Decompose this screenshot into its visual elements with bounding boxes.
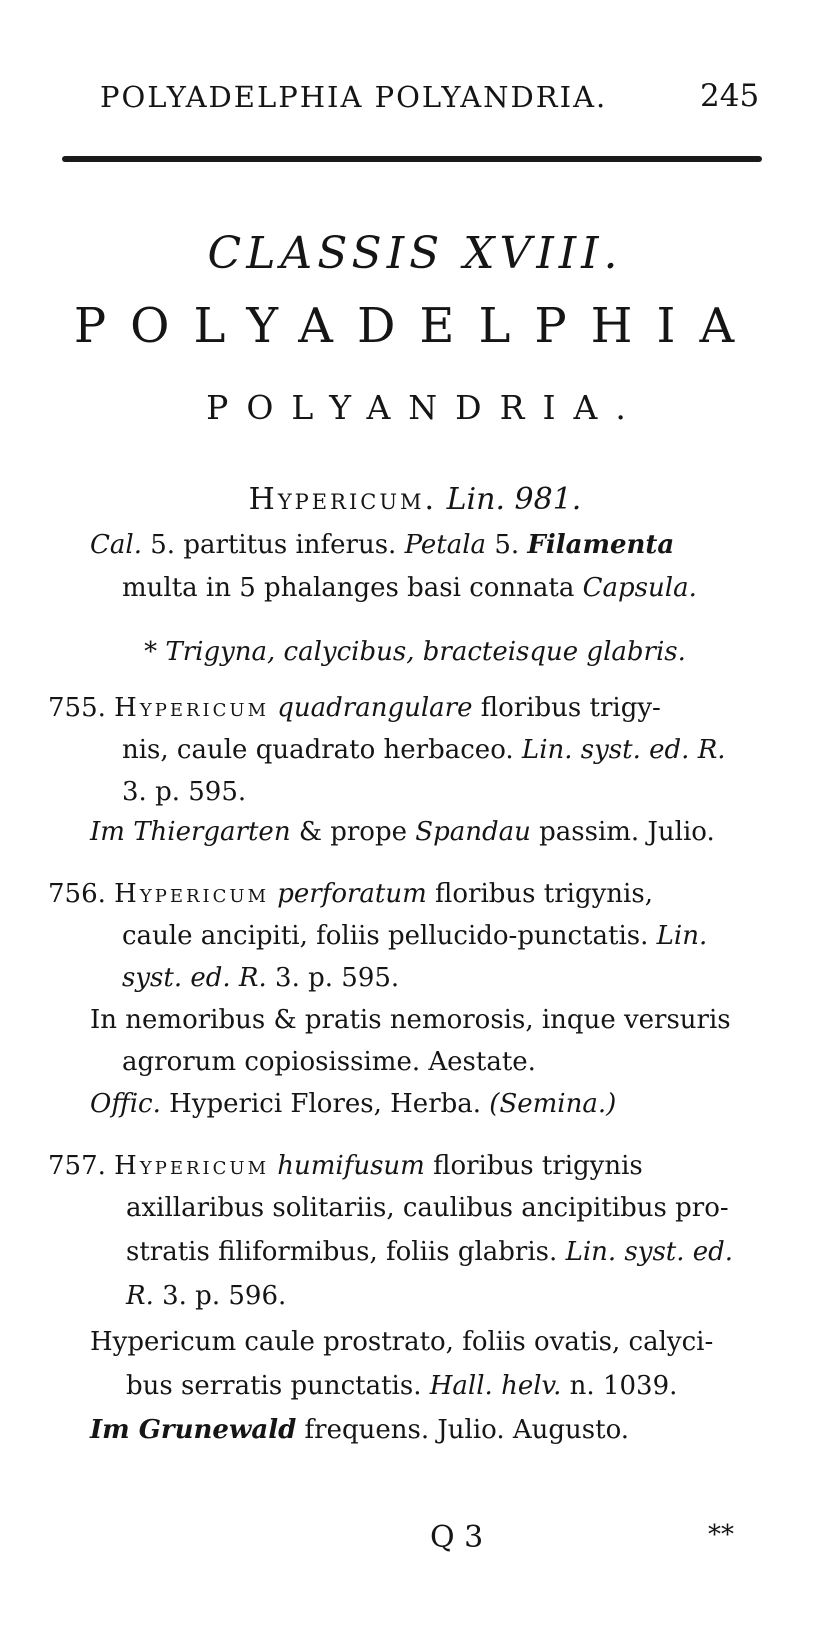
page-number: 245 [700,78,760,114]
species-756-line-2: caule ancipiti, foliis pellucido-punctatis. Lin. [122,921,708,951]
classis-heading: CLASSIS XVIII. [207,228,623,279]
species-756-habitat-2: agrorum copiosissime. Aestate. [122,1047,536,1077]
species-756-line-1: 756. Hypericum perforatum floribus trigynis, [48,879,653,909]
species-755-line-3: 3. p. 595. [122,777,247,807]
species-epithet: perforatum [277,879,427,909]
genus-description-line-1: Cal. 5. partitus inferus. Petala 5. Filamenta [90,530,675,560]
genus-reference: Lin. 981. [446,482,582,517]
species-757-habitat: Im Grunewald frequens. Julio. Augusto. [90,1415,630,1445]
species-757-line-3: stratis filiformibus, foliis glabris. Lin. syst. ed. [126,1237,734,1267]
species-epithet: quadrangulare [277,693,473,723]
species-epithet: humifusum [277,1151,425,1181]
class-subtitle: POLYANDRIA. [206,388,644,427]
species-number: 756. [48,879,106,909]
signature-mark: Q 3 [430,1520,484,1555]
species-755-line-2: nis, caule quadrato herbaceo. Lin. syst. ed. R. [122,735,726,765]
genus-name: Hypericum. [248,482,438,517]
species-number: 757. [48,1151,106,1181]
class-name: POLYADELPHIA [73,298,759,354]
genus-heading [0,482,830,517]
subsection-heading: * Trigyna, calycibus, bracteisque glabris. [144,637,686,667]
species-755-line-1: 755. Hypericum quadrangulare floribus trigy- [48,693,661,723]
running-head: POLYADELPHIA POLYANDRIA. [100,80,608,114]
species-756-habitat-1: In nemoribus & pratis nemorosis, inque versuris [90,1005,731,1035]
species-756-line-3: syst. ed. R. 3. p. 595. [122,963,400,993]
species-755-habitat: Im Thiergarten & prope Spandau passim. Julio. [90,817,715,847]
species-number: 755. [48,693,106,723]
header-rule [62,156,762,162]
catchword: ** [708,1520,734,1550]
species-757-synonym-1: Hypericum caule prostrato, foliis ovatis, calyci- [90,1327,714,1357]
species-757-line-2: axillaribus solitariis, caulibus ancipitibus pro- [126,1193,729,1223]
species-757-line-1: 757. Hypericum humifusum floribus trigynis [48,1151,643,1181]
species-757-synonym-2: bus serratis punctatis. Hall. helv. n. 1039. [126,1371,678,1401]
species-757-line-4: R. 3. p. 596. [126,1281,287,1311]
genus-description-line-2: multa in 5 phalanges basi connata Capsula. [122,573,697,603]
species-756-offic: Offic. Hyperici Flores, Herba. (Semina.) [90,1089,617,1119]
